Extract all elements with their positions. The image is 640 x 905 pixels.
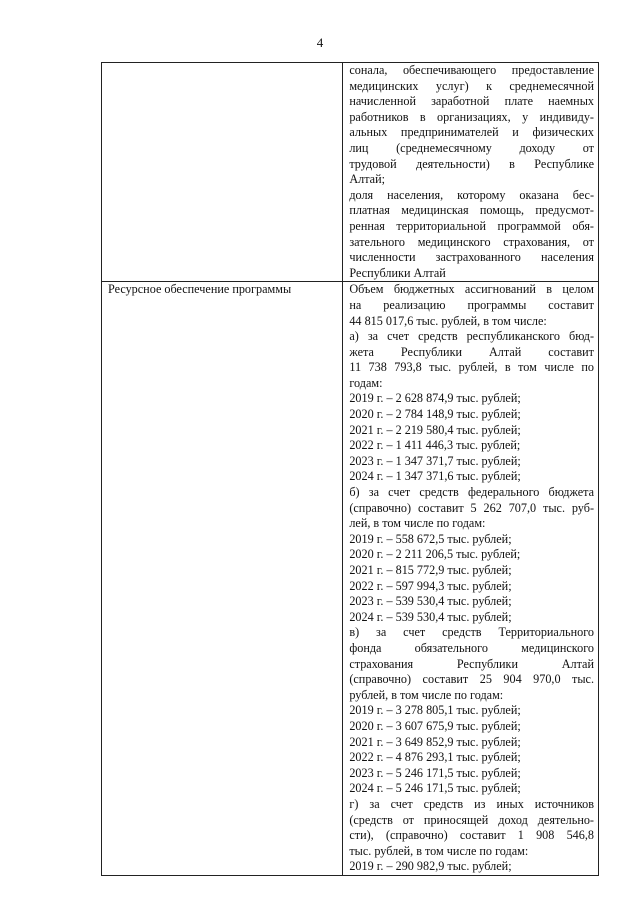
- row-value-cell: [343, 282, 599, 876]
- row-value-cell: [343, 63, 599, 282]
- text-line: страхования Республики Алтай: [349, 656, 594, 671]
- text-line: численности застрахованного населения: [349, 250, 594, 265]
- text-line: лиц (среднемесячному доходу от: [349, 140, 594, 155]
- text-line: Республики Алтай: [349, 265, 446, 280]
- text-line: доля населения, которому оказана бес-: [349, 187, 594, 202]
- text-line: 2024 г. – 5 246 171,5 тыс. рублей;: [349, 781, 521, 796]
- text-line: зательного медицинского страхования, от: [349, 234, 594, 249]
- text-line: 11 738 793,8 тыс. рублей, в том числе по: [349, 360, 594, 375]
- table-row: [102, 63, 599, 282]
- text-line: тыс. рублей, в том числе по годам:: [349, 843, 529, 858]
- text-line: 2022 г. – 1 411 446,3 тыс. рублей;: [349, 438, 521, 453]
- text-line: 2019 г. – 2 628 874,9 тыс. рублей;: [349, 391, 521, 406]
- text-line: 2021 г. – 2 219 580,4 тыс. рублей;: [349, 422, 521, 437]
- text-line: 2024 г. – 539 530,4 тыс. рублей;: [349, 609, 512, 624]
- text-line: ренная территориальной программой обя-: [349, 218, 594, 233]
- text-line: 2023 г. – 539 530,4 тыс. рублей;: [349, 594, 512, 609]
- text-line: 2021 г. – 3 649 852,9 тыс. рублей;: [349, 734, 521, 749]
- text-line: (средств от приносящей доход деятельно-: [349, 812, 594, 827]
- text-line: работников в организациях, у индивиду-: [349, 109, 594, 124]
- row-label-cell: Ресурсное обеспечение программы: [102, 282, 343, 876]
- text-line: медицинских услуг) к среднемесячной: [349, 78, 594, 93]
- text-line: 2022 г. – 597 994,3 тыс. рублей;: [349, 578, 512, 593]
- page-number: 4: [316, 35, 324, 50]
- text-line: Алтай;: [349, 172, 386, 187]
- text-line: альных предпринимателей и физических: [349, 125, 594, 140]
- text-line: начисленной заработной плате наемных: [349, 94, 594, 109]
- text-line: годам:: [349, 375, 383, 390]
- text-line: 44 815 017,6 тыс. рублей, в том числе:: [349, 313, 547, 328]
- text-line: 2020 г. – 2 211 206,5 тыс. рублей;: [349, 547, 521, 562]
- program-passport-table: [101, 62, 599, 876]
- text-line: на реализацию программы составит: [349, 297, 594, 312]
- text-line: г) за счет средств из иных источников: [349, 796, 594, 811]
- row-label-cell: [102, 63, 343, 282]
- table-row: [102, 282, 599, 876]
- text-line: рублей, в том числе по годам:: [349, 687, 504, 702]
- text-line: 2019 г. – 558 672,5 тыс. рублей;: [349, 531, 512, 546]
- text-line: трудовой деятельности) в Республике: [349, 156, 594, 171]
- text-line: платная медицинская помощь, предусмот-: [349, 203, 594, 218]
- text-line: (справочно) составит 25 904 970,0 тыс.: [349, 672, 594, 687]
- text-line: 2024 г. – 1 347 371,6 тыс. рублей;: [349, 469, 521, 484]
- text-line: фонда обязательного медицинского: [349, 640, 594, 655]
- text-line: 2019 г. – 3 278 805,1 тыс. рублей;: [349, 703, 521, 718]
- text-line: 2020 г. – 3 607 675,9 тыс. рублей;: [349, 718, 521, 733]
- text-line: (справочно) составит 5 262 707,0 тыс. руб-: [349, 500, 594, 515]
- text-line: сти), (справочно) составит 1 908 546,8: [349, 828, 594, 843]
- text-line: 2023 г. – 1 347 371,7 тыс. рублей;: [349, 453, 521, 468]
- text-line: жета Республики Алтай составит: [349, 344, 594, 359]
- text-line: 2021 г. – 815 772,9 тыс. рублей;: [349, 563, 512, 577]
- text-line: б) за счет средств федерального бюджета: [349, 485, 594, 500]
- text-line: в) за счет средств Территориального: [349, 625, 594, 640]
- text-line: Объем бюджетных ассигнований в целом: [349, 282, 594, 297]
- text-line: лей, в том числе по годам:: [349, 516, 486, 531]
- text-line: 2020 г. – 2 784 148,9 тыс. рублей;: [349, 407, 521, 422]
- text-line: а) за счет средств республиканского бюд-: [349, 329, 594, 344]
- text-line: 2019 г. – 290 982,9 тыс. рублей;: [349, 859, 512, 874]
- text-line: сонала, обеспечивающего предоставление: [349, 63, 594, 77]
- text-line: 2022 г. – 4 876 293,1 тыс. рублей;: [349, 750, 521, 765]
- text-line: 2023 г. – 5 246 171,5 тыс. рублей;: [349, 765, 521, 780]
